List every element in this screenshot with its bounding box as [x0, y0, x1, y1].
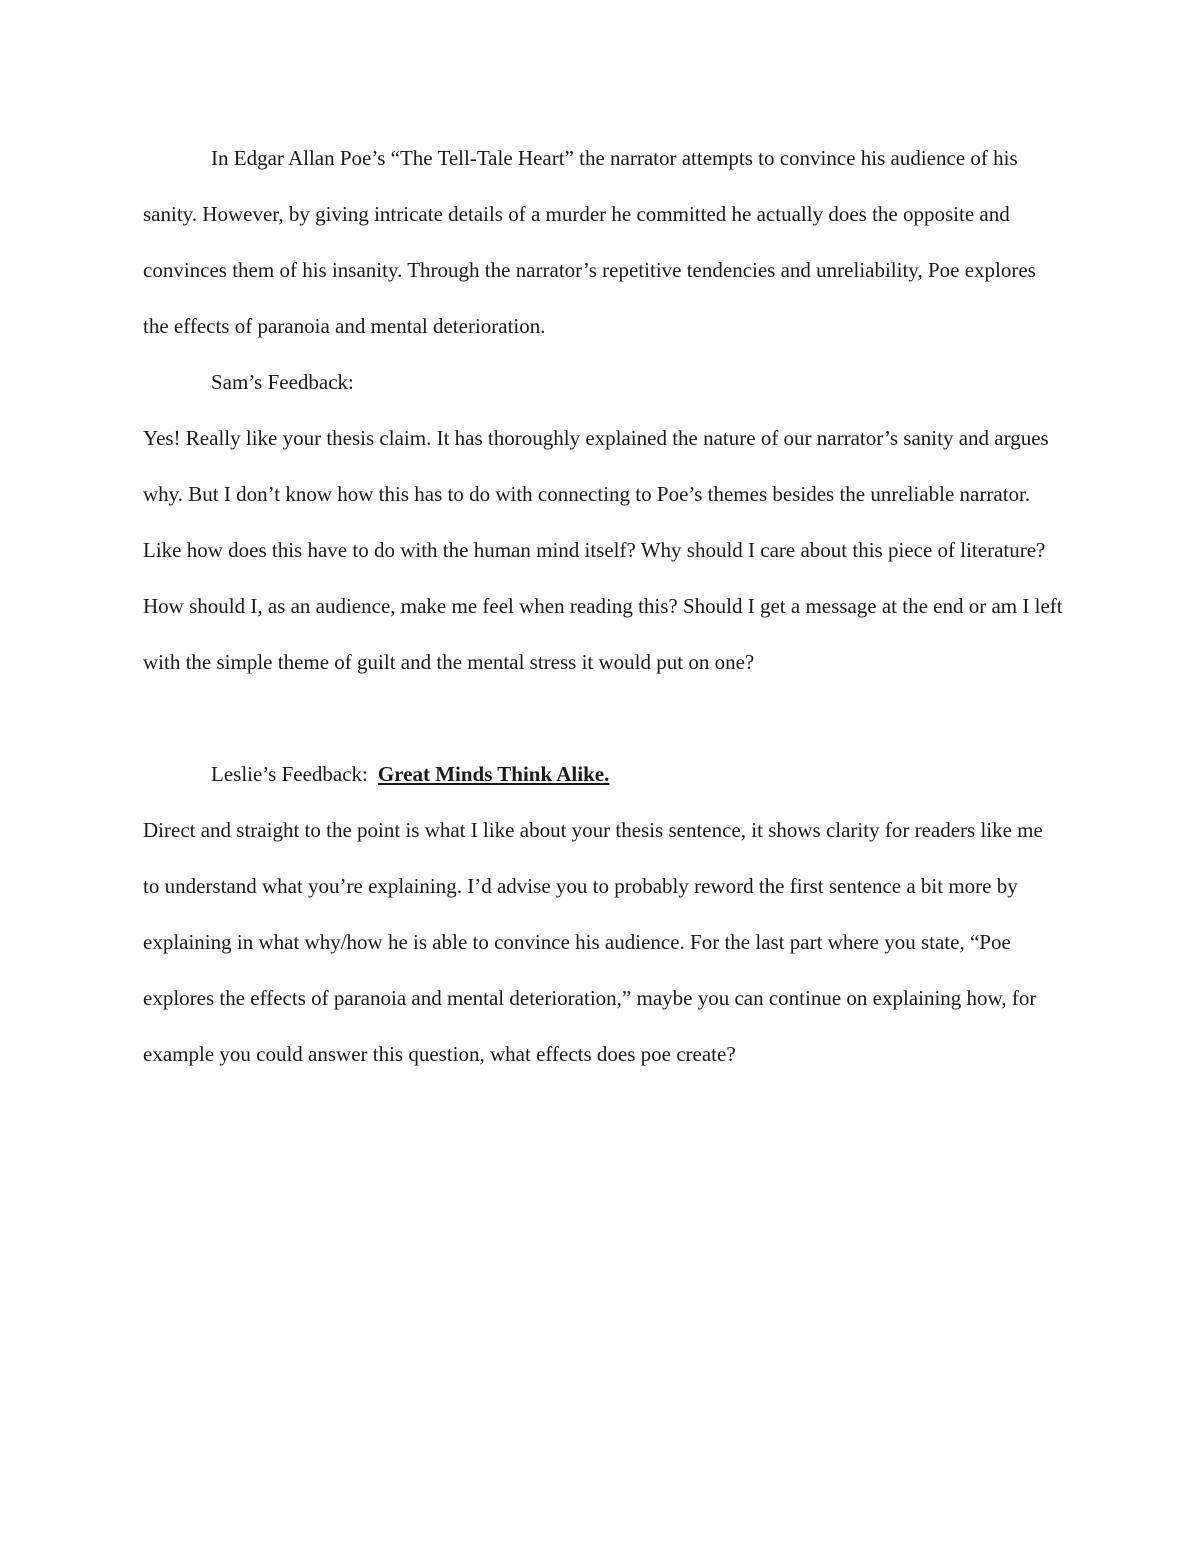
sam-feedback-label: Sam’s Feedback: [211, 370, 354, 394]
document-body [143, 130, 1063, 1082]
section-spacer [143, 690, 1063, 746]
leslie-feedback-label: Leslie’s Feedback: [211, 762, 368, 786]
thesis-paragraph: In Edgar Allan Poe’s “The Tell-Tale Heart” the narrator attempts to convince his audience of his sanity. However, by giving intricate details of a murder he committed he actually does the opposite and convinces them of his insanity. Through the narrator’s repetitive tendencies and unreliability, Poe explores the effects of paranoia and mental deterioration. [143, 146, 1036, 338]
leslie-feedback-highlight: Great Minds Think Alike. [377, 762, 610, 786]
leslie-feedback-heading [143, 746, 1063, 802]
sam-feedback-text: Yes! Really like your thesis claim. It has thoroughly explained the nature of our narrator’s sanity and argues why. But I don’t know how this has to do with connecting to Poe’s themes besides the unreliable narrator. Like how does this have to do with the human mind itself? Why should I care about this piece of literature? How should I, as an audience, make me feel when reading this? Should I get a message at the end or am I left with the simple theme of guilt and the mental stress it would put on one? [143, 426, 1063, 674]
leslie-feedback-text: Direct and straight to the point is what I like about your thesis sentence, it shows clarity for readers like me to understand what you’re explaining. I’d advise you to probably reword the first sentence a bit more by explaining in what why/how he is able to convince his audience. For the last part where you state, “Poe explores the effects of paranoia and mental deterioration,” maybe you can continue on explaining how, for example you could answer this question, what effects does poe create? [143, 818, 1043, 1066]
